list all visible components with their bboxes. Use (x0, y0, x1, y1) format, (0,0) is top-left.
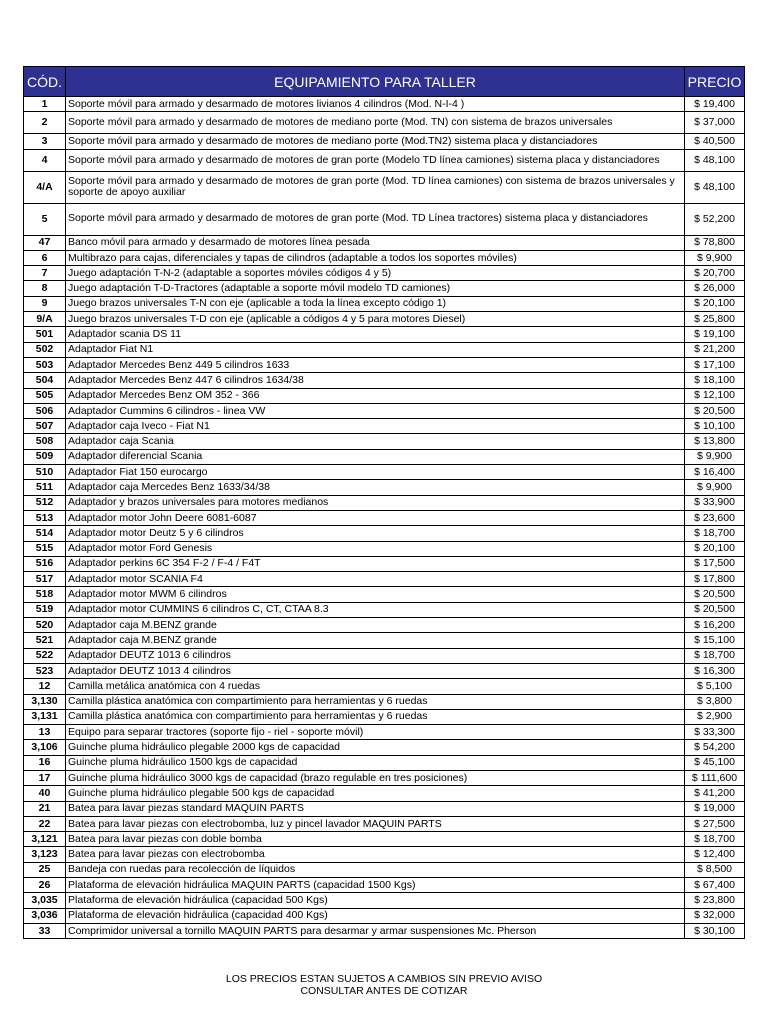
row-price: $ 21,200 (685, 342, 745, 357)
row-price: $ 41,200 (685, 786, 745, 801)
table-row (24, 403, 745, 418)
table-row (24, 235, 745, 250)
table-row (24, 327, 745, 342)
table-row (24, 203, 745, 235)
row-description: Adaptador motor Deutz 5 y 6 cilindros (66, 526, 685, 541)
row-code: 8 (24, 281, 66, 296)
row-code: 17 (24, 770, 66, 785)
header-code: CÓD. (24, 67, 66, 97)
row-price: $ 67,400 (685, 878, 745, 893)
row-code: 3,106 (24, 740, 66, 755)
row-code: 3,121 (24, 832, 66, 847)
row-code: 4 (24, 149, 66, 171)
table-row (24, 266, 745, 281)
row-code: 7 (24, 266, 66, 281)
row-price: $ 12,400 (685, 847, 745, 862)
table-row (24, 832, 745, 847)
row-code: 22 (24, 816, 66, 831)
row-description: Bandeja con ruedas para recolección de líquidos (66, 862, 685, 877)
table-row (24, 495, 745, 510)
row-description: Multibrazo para cajas, diferenciales y tapas de cilindros (adaptable a todos los soportes móviles) (66, 250, 685, 265)
row-description: Soporte móvil para armado y desarmado de motores de gran porte (Mod. TD Línea tractores) sistema placa y distanciadores (66, 203, 685, 235)
table-row (24, 112, 745, 134)
table-row (24, 740, 745, 755)
row-description: Plataforma de elevación hidráulica MAQUIN PARTS (capacidad 1500 Kgs) (66, 878, 685, 893)
row-description: Comprimidor universal a tornillo MAQUIN PARTS para desarmar y armar suspensiones Mc. Pherson (66, 923, 685, 938)
row-description: Batea para lavar piezas standard MAQUIN PARTS (66, 801, 685, 816)
row-description: Adaptador caja Scania (66, 434, 685, 449)
row-price: $ 17,800 (685, 572, 745, 587)
row-price: $ 8,500 (685, 862, 745, 877)
row-price: $ 3,800 (685, 694, 745, 709)
row-price: $ 37,000 (685, 112, 745, 134)
row-code: 1 (24, 97, 66, 112)
row-description: Soporte móvil para armado y desarmado de motores livianos 4 cilindros (Mod. N-I-4 ) (66, 97, 685, 112)
row-price: $ 20,100 (685, 541, 745, 556)
table-row (24, 510, 745, 525)
table-row (24, 296, 745, 311)
row-description: Plataforma de elevación hidráulica (capacidad 500 Kgs) (66, 893, 685, 908)
row-code: 515 (24, 541, 66, 556)
row-code: 26 (24, 878, 66, 893)
row-description: Guinche pluma hidráulico 3000 kgs de capacidad (brazo regulable en tres posiciones) (66, 770, 685, 785)
row-code: 502 (24, 342, 66, 357)
row-price: $ 18,700 (685, 526, 745, 541)
table-row (24, 149, 745, 171)
row-code: 512 (24, 495, 66, 510)
row-price: $ 16,200 (685, 618, 745, 633)
row-description: Adaptador caja M.BENZ grande (66, 618, 685, 633)
row-description: Guinche pluma hidráulico plegable 500 kgs de capacidad (66, 786, 685, 801)
row-price: $ 17,500 (685, 556, 745, 571)
row-description: Juego brazos universales T-D con eje (aplicable a códigos 4 y 5 para motores Diesel) (66, 312, 685, 327)
table-body (24, 97, 745, 939)
row-description: Juego adaptación T-D-Tractores (adaptable a soporte móvil modelo TD camiones) (66, 281, 685, 296)
row-price: $ 15,100 (685, 633, 745, 648)
row-price: $ 2,900 (685, 709, 745, 724)
table-row (24, 171, 745, 203)
row-price: $ 54,200 (685, 740, 745, 755)
row-price: $ 23,600 (685, 510, 745, 525)
table-row (24, 434, 745, 449)
row-description: Plataforma de elevación hidráulica (capacidad 400 Kgs) (66, 908, 685, 923)
row-description: Guinche pluma hidráulico 1500 kgs de capacidad (66, 755, 685, 770)
row-code: 523 (24, 663, 66, 678)
row-price: $ 27,500 (685, 816, 745, 831)
price-table (23, 66, 745, 939)
row-price: $ 9,900 (685, 480, 745, 495)
table-row (24, 862, 745, 877)
row-description: Adaptador caja M.BENZ grande (66, 633, 685, 648)
row-price: $ 20,700 (685, 266, 745, 281)
row-price: $ 17,100 (685, 357, 745, 372)
row-price: $ 33,300 (685, 725, 745, 740)
row-price: $ 45,100 (685, 755, 745, 770)
table-row (24, 556, 745, 571)
row-code: 3,131 (24, 709, 66, 724)
table-row (24, 587, 745, 602)
row-description: Adaptador Mercedes Benz 447 6 cilindros 1634/38 (66, 373, 685, 388)
row-description: Adaptador perkins 6C 354 F-2 / F-4 / F4T (66, 556, 685, 571)
row-price: $ 48,100 (685, 171, 745, 203)
row-price: $ 18,700 (685, 832, 745, 847)
row-code: 3,123 (24, 847, 66, 862)
row-price: $ 23,800 (685, 893, 745, 908)
row-price: $ 26,000 (685, 281, 745, 296)
table-row (24, 357, 745, 372)
row-code: 5 (24, 203, 66, 235)
row-code: 509 (24, 449, 66, 464)
row-price: $ 20,100 (685, 296, 745, 311)
row-price: $ 111,600 (685, 770, 745, 785)
row-code: 518 (24, 587, 66, 602)
row-code: 513 (24, 510, 66, 525)
row-price: $ 13,800 (685, 434, 745, 449)
table-row (24, 602, 745, 617)
row-description: Adaptador motor John Deere 6081-6087 (66, 510, 685, 525)
table-row (24, 342, 745, 357)
row-code: 40 (24, 786, 66, 801)
row-code: 9 (24, 296, 66, 311)
row-description: Adaptador Mercedes Benz OM 352 - 366 (66, 388, 685, 403)
row-description: Soporte móvil para armado y desarmado de motores de gran porte (Mod. TD línea camiones) con sistema de brazos universales y soporte de apoyo auxiliar (66, 171, 685, 203)
row-code: 3,035 (24, 893, 66, 908)
table-row (24, 281, 745, 296)
row-price: $ 32,000 (685, 908, 745, 923)
row-description: Adaptador DEUTZ 1013 4 cilindros (66, 663, 685, 678)
row-description: Adaptador scania DS 11 (66, 327, 685, 342)
row-price: $ 33,900 (685, 495, 745, 510)
table-row (24, 709, 745, 724)
table-row (24, 373, 745, 388)
row-price: $ 78,800 (685, 235, 745, 250)
row-code: 3,036 (24, 908, 66, 923)
row-code: 4/A (24, 171, 66, 203)
table-row (24, 618, 745, 633)
row-code: 520 (24, 618, 66, 633)
row-code: 506 (24, 403, 66, 418)
table-row (24, 526, 745, 541)
row-description: Adaptador motor Ford Genesis (66, 541, 685, 556)
table-row (24, 923, 745, 938)
row-price: $ 12,100 (685, 388, 745, 403)
row-price: $ 16,300 (685, 663, 745, 678)
row-price: $ 48,100 (685, 149, 745, 171)
row-price: $ 5,100 (685, 679, 745, 694)
row-code: 12 (24, 679, 66, 694)
row-code: 511 (24, 480, 66, 495)
table-row (24, 449, 745, 464)
row-description: Adaptador caja Mercedes Benz 1633/34/38 (66, 480, 685, 495)
row-code: 33 (24, 923, 66, 938)
table-row (24, 572, 745, 587)
header-price: PRECIO (685, 67, 745, 97)
row-price: $ 52,200 (685, 203, 745, 235)
row-code: 9/A (24, 312, 66, 327)
table-row (24, 893, 745, 908)
row-description: Adaptador Fiat 150 eurocargo (66, 465, 685, 480)
table-row (24, 663, 745, 678)
row-description: Camilla plástica anatómica con compartimiento para herramientas y 6 ruedas (66, 709, 685, 724)
row-description: Soporte móvil para armado y desarmado de motores de gran porte (Modelo TD línea camiones) sistema placa y distanciadores (66, 149, 685, 171)
row-description: Adaptador Fiat N1 (66, 342, 685, 357)
table-row (24, 134, 745, 149)
row-description: Adaptador motor SCANIA F4 (66, 572, 685, 587)
table-row (24, 755, 745, 770)
table-row (24, 816, 745, 831)
row-description: Camilla plástica anatómica con compartimiento para herramientas y 6 ruedas (66, 694, 685, 709)
row-description: Adaptador motor MWM 6 cilindros (66, 587, 685, 602)
table-row (24, 694, 745, 709)
footer-line-2: CONSULTAR ANTES DE COTIZAR (300, 985, 468, 997)
table-row (24, 786, 745, 801)
row-price: $ 9,900 (685, 250, 745, 265)
row-description: Guinche pluma hidráulico plegable 2000 kgs de capacidad (66, 740, 685, 755)
row-price: $ 40,500 (685, 134, 745, 149)
row-code: 2 (24, 112, 66, 134)
row-description: Soporte móvil para armado y desarmado de motores de mediano porte (Mod.TN2) sistema placa y distanciadores (66, 134, 685, 149)
row-code: 25 (24, 862, 66, 877)
table-row (24, 97, 745, 112)
row-code: 517 (24, 572, 66, 587)
table-row (24, 908, 745, 923)
row-code: 505 (24, 388, 66, 403)
row-code: 521 (24, 633, 66, 648)
price-list (23, 66, 745, 939)
row-code: 503 (24, 357, 66, 372)
row-code: 3,130 (24, 694, 66, 709)
row-price: $ 9,900 (685, 449, 745, 464)
table-row (24, 480, 745, 495)
row-price: $ 30,100 (685, 923, 745, 938)
table-row (24, 847, 745, 862)
row-price: $ 19,000 (685, 801, 745, 816)
row-code: 522 (24, 648, 66, 663)
row-code: 514 (24, 526, 66, 541)
row-price: $ 20,500 (685, 587, 745, 602)
row-description: Batea para lavar piezas con electrobomba, luz y pincel lavador MAQUIN PARTS (66, 816, 685, 831)
table-row (24, 648, 745, 663)
row-description: Batea para lavar piezas con doble bomba (66, 832, 685, 847)
row-price: $ 18,700 (685, 648, 745, 663)
row-price: $ 18,100 (685, 373, 745, 388)
row-code: 501 (24, 327, 66, 342)
table-row (24, 312, 745, 327)
row-code: 3 (24, 134, 66, 149)
row-description: Camilla metálica anatómica con 4 ruedas (66, 679, 685, 694)
row-description: Juego adaptación T-N-2 (adaptable a soportes móviles códigos 4 y 5) (66, 266, 685, 281)
row-code: 510 (24, 465, 66, 480)
footer-line-1: LOS PRECIOS ESTAN SUJETOS A CAMBIOS SIN PREVIO AVISO (225, 973, 543, 985)
row-price: $ 19,400 (685, 97, 745, 112)
table-row (24, 878, 745, 893)
row-code: 519 (24, 602, 66, 617)
row-code: 13 (24, 725, 66, 740)
row-description: Equipo para separar tractores (soporte fijo - riel - soporte móvil) (66, 725, 685, 740)
row-description: Adaptador Mercedes Benz 449 5 cilindros 1633 (66, 357, 685, 372)
table-row (24, 388, 745, 403)
row-description: Adaptador Cummins 6 cilindros - linea VW (66, 403, 685, 418)
row-description: Adaptador caja Iveco - Fiat N1 (66, 419, 685, 434)
row-description: Soporte móvil para armado y desarmado de motores de mediano porte (Mod. TN) con sistema de brazos universales (66, 112, 685, 134)
row-price: $ 20,500 (685, 602, 745, 617)
row-code: 516 (24, 556, 66, 571)
row-price: $ 19,100 (685, 327, 745, 342)
row-code: 504 (24, 373, 66, 388)
table-header-row (24, 67, 745, 97)
table-row (24, 419, 745, 434)
row-description: Adaptador y brazos universales para motores medianos (66, 495, 685, 510)
row-description: Batea para lavar piezas con electrobomba (66, 847, 685, 862)
table-row (24, 679, 745, 694)
row-code: 21 (24, 801, 66, 816)
row-code: 6 (24, 250, 66, 265)
row-code: 507 (24, 419, 66, 434)
table-row (24, 770, 745, 785)
table-row (24, 465, 745, 480)
row-description: Juego brazos universales T-N con eje (aplicable a toda la línea excepto código 1) (66, 296, 685, 311)
table-row (24, 801, 745, 816)
row-description: Adaptador DEUTZ 1013 6 cilindros (66, 648, 685, 663)
header-title: EQUIPAMIENTO PARA TALLER (66, 67, 685, 97)
row-code: 16 (24, 755, 66, 770)
table-row (24, 541, 745, 556)
row-price: $ 16,400 (685, 465, 745, 480)
row-description: Adaptador motor CUMMINS 6 cilindros C, CT, CTAA 8.3 (66, 602, 685, 617)
table-row (24, 725, 745, 740)
row-code: 508 (24, 434, 66, 449)
row-description: Banco móvil para armado y desarmado de motores línea pesada (66, 235, 685, 250)
row-price: $ 10,100 (685, 419, 745, 434)
row-price: $ 25,800 (685, 312, 745, 327)
table-row (24, 250, 745, 265)
row-price: $ 20,500 (685, 403, 745, 418)
footer-notice (0, 973, 768, 997)
row-code: 47 (24, 235, 66, 250)
table-row (24, 633, 745, 648)
row-description: Adaptador diferencial Scania (66, 449, 685, 464)
